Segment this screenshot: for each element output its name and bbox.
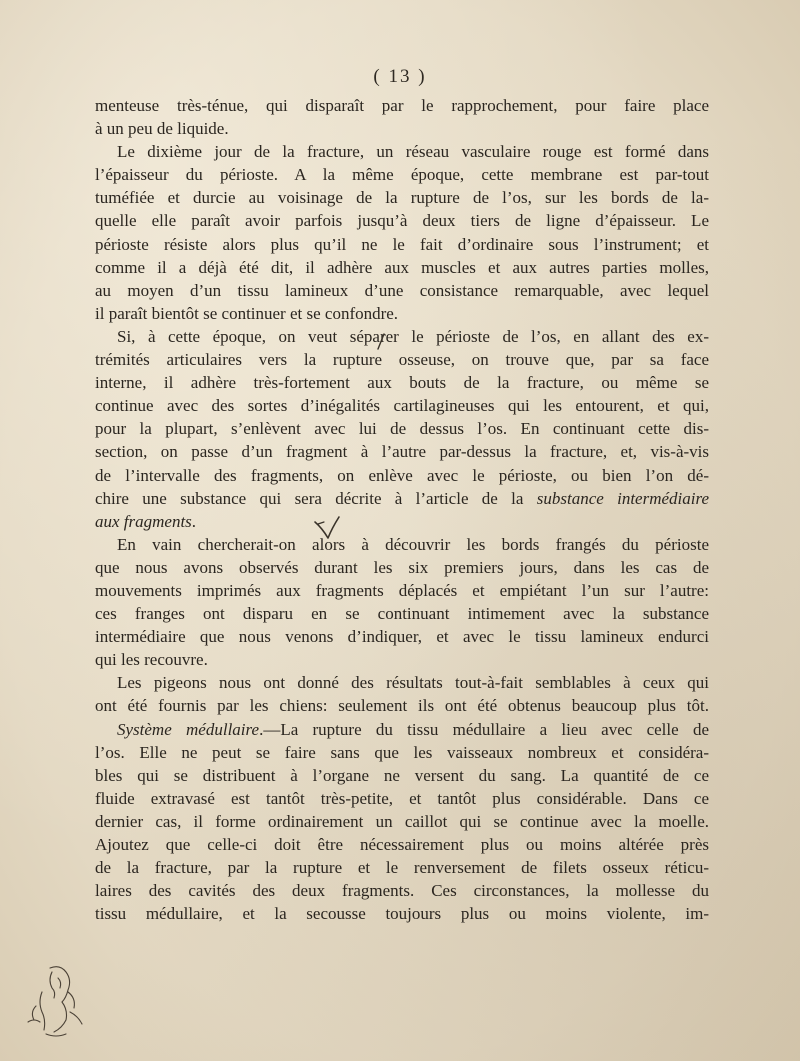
pen-mark-check (312, 514, 342, 542)
text-line (95, 464, 709, 487)
text-line-content: quelle elle paraît avoir parfois jusqu’à deux tiers de ligne d’épaisseur. Le (95, 211, 709, 231)
text-line (95, 394, 709, 417)
text-line (95, 163, 709, 186)
text-line (95, 140, 709, 163)
text-line (95, 325, 709, 348)
text-line (95, 741, 709, 764)
margin-sketch-drawing (22, 962, 92, 1040)
pen-mark-slash (375, 333, 387, 351)
text-line (95, 209, 709, 232)
text-line (95, 256, 709, 279)
text-line-content: En vain chercherait-on alors à découvrir les bords frangés du périoste (117, 534, 709, 554)
text-line-content: de la fracture, par la rupture et le renversement de filets osseux réticu- (95, 858, 709, 878)
text-line-content: dernier cas, il forme ordinairement un caillot qui se continue avec la moelle. (95, 811, 709, 831)
text-line-content: l’os. Elle ne peut se faire sans que les vaisseaux nombreux et considéra- (95, 742, 709, 762)
text-line-content: fluide extravasé est tantôt très-petite, et tantôt plus considérable. Dans ce (95, 788, 709, 808)
text-line-content: chire une substance qui sera décrite à l’article de la (95, 488, 537, 508)
italic-phrase: Système médullaire (117, 719, 260, 739)
text-line (95, 371, 709, 394)
text-line-continuation: . (191, 511, 197, 531)
text-line (95, 787, 709, 810)
text-line-content: mouvements imprimés aux fragments déplacés et empiétant l’un sur l’autre: (95, 580, 709, 600)
text-line-content: périoste résiste alors plus qu’il ne le fait d’ordinaire sous l’instrument; et (95, 234, 709, 254)
italic-phrase: aux fragments (95, 511, 192, 531)
text-line (95, 856, 709, 879)
text-line-content: que nous avons observés durant les six premiers jours, dans les cas de (95, 557, 709, 577)
text-line-content: à un peu de liquide. (95, 119, 229, 139)
text-line-content: Les pigeons nous ont donné des résultats tout-à-fait semblables à ceux qui (117, 673, 709, 693)
body-text (95, 94, 709, 925)
text-line (95, 718, 709, 741)
text-line (95, 348, 709, 371)
text-line-content: ont été fournis par les chiens: seulement ils ont été obtenus beaucoup plus tôt. (95, 696, 709, 716)
page-number: ( 13 ) (373, 66, 427, 87)
text-line-content: menteuse très-ténue, qui disparaît par le rapprochement, pour faire place (95, 96, 709, 115)
text-line-content: Ajoutez que celle-ci doit être nécessairement plus ou moins altérée près (95, 835, 709, 854)
text-line (95, 810, 709, 833)
text-line-content: comme il a déjà été dit, il adhère aux muscles et aux autres parties molles, (95, 257, 709, 277)
text-line-content: l’épaisseur du périoste. A la même époque, cette membrane est par-tout (95, 165, 709, 185)
text-line-content: il paraît bientôt se continuer et se confondre. (95, 303, 399, 323)
text-line (95, 833, 709, 856)
text-line (95, 302, 709, 325)
text-line (95, 879, 709, 902)
text-line (95, 556, 709, 579)
text-line-content: tuméfiée et durcie au voisinage de la rupture de l’os, sur les bords de la- (95, 188, 709, 208)
text-line (95, 117, 709, 140)
text-line (95, 510, 709, 533)
text-line-content: Le dixième jour de la fracture, un réseau vasculaire rouge est formé dans (117, 142, 709, 162)
text-line (95, 602, 709, 625)
text-line-content: tissu médullaire, et la secousse toujours plus ou moins violente, im- (95, 904, 709, 924)
text-line (95, 671, 709, 694)
text-line (95, 487, 709, 510)
text-line-content: Si, à cette époque, on veut séparer le périoste de l’os, en allant des ex- (117, 326, 709, 346)
text-line (95, 625, 709, 648)
italic-phrase: substance intermédiaire (536, 488, 710, 508)
text-line (95, 440, 709, 463)
text-line-content: de l’intervalle des fragments, on enlève avec le périoste, ou bien l’on dé- (95, 465, 709, 485)
text-line-content: interne, il adhère très-fortement aux bouts de la fracture, ou même se (95, 373, 709, 393)
text-line-content: laires des cavités des deux fragments. Ces circonstances, la mollesse du (95, 881, 709, 901)
text-line-content: pour la plupart, s’enlèvent avec lui de dessus l’os. En continuant cette dis- (95, 419, 709, 439)
text-line (95, 279, 709, 302)
text-line-content: trémités articulaires vers la rupture osseuse, on trouve que, par sa face (95, 350, 709, 370)
text-line-content: continue avec des sortes d’inégalités cartilagineuses qui les entourent, et qui, (95, 396, 709, 416)
text-line (95, 417, 709, 440)
text-line (95, 902, 709, 925)
text-line (95, 233, 709, 256)
text-line (95, 764, 709, 787)
text-line (95, 186, 709, 209)
text-line-content: ces franges ont disparu en se continuant intimement avec la substance (95, 604, 709, 624)
text-line-content: section, on passe d’un fragment à l’autre par-dessus la fracture, et, vis-à-vis (95, 442, 709, 462)
text-line-content: intermédiaire que nous venons d’indiquer, et avec le tissu lamineux endurci (95, 627, 709, 647)
text-line (95, 694, 709, 717)
text-line-content: au moyen d’un tissu lamineux d’une consistance remarquable, avec lequel (95, 280, 709, 300)
text-line-content: bles qui se distribuent à l’organe ne versent du sang. La quantité de ce (95, 765, 709, 785)
text-line (95, 533, 709, 556)
text-line (95, 648, 709, 671)
text-line-continuation: .—La rupture du tissu médullaire a lieu avec celle de (259, 719, 709, 739)
text-line (95, 579, 709, 602)
text-line (95, 94, 709, 117)
text-line-content: qui les recouvre. (95, 650, 208, 670)
